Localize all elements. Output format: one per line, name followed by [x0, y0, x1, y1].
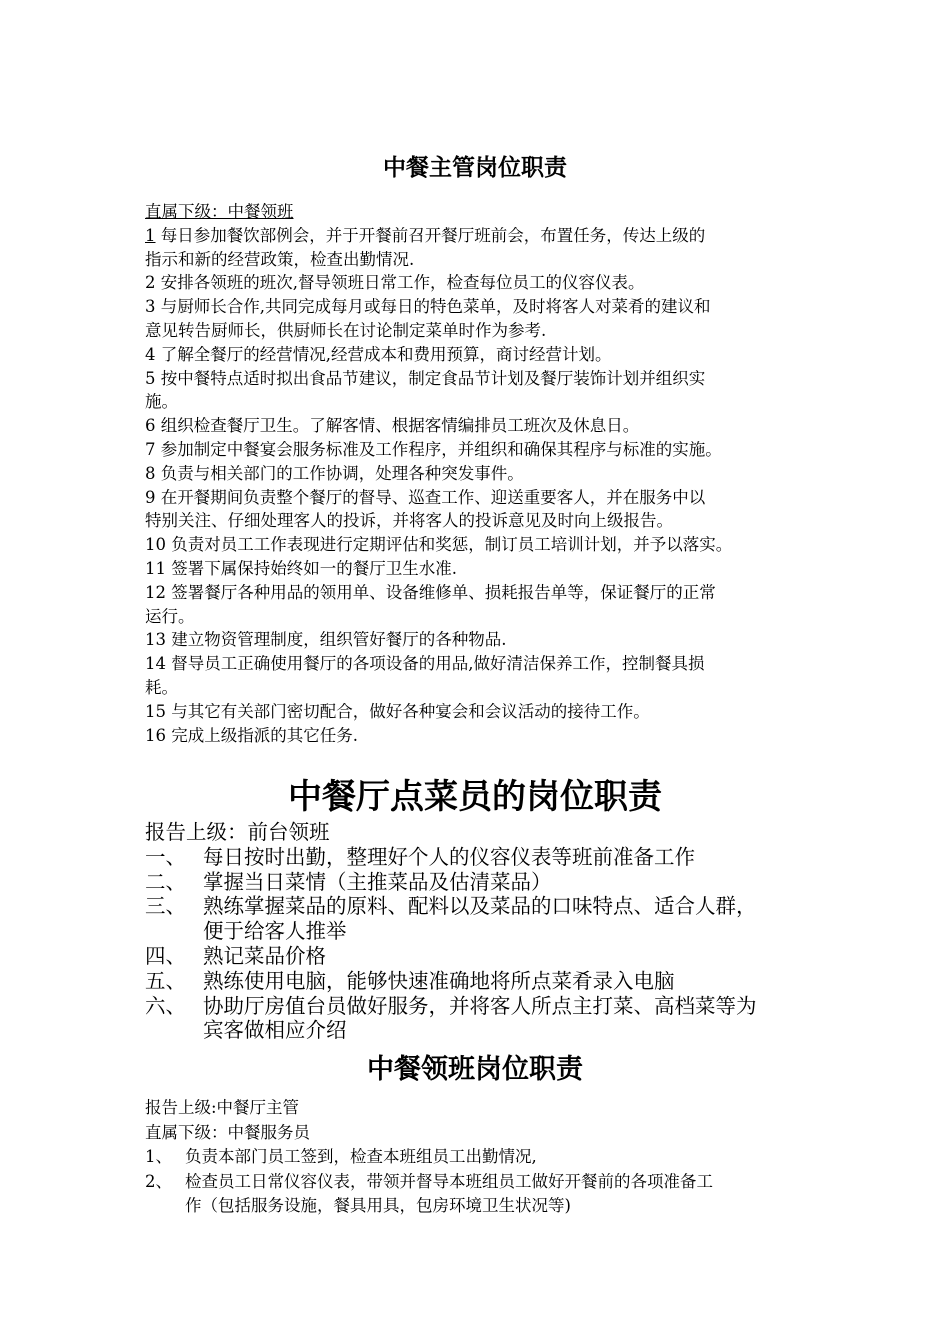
section1-body [145, 200, 825, 747]
section3-body [145, 1096, 825, 1219]
duty-item-number: 2、 [145, 1171, 172, 1191]
duty-item [145, 581, 825, 629]
duty-item [145, 533, 825, 557]
duty-item-text: 9 在开餐期间负责整个餐厅的督导、巡查工作、迎送重要客人，并在服务中以 [145, 487, 706, 507]
duty-item-text: 每日参加餐饮部例会，并于开餐前召开餐厅班前会，布置任务，传达上级的 [155, 225, 706, 245]
duty-item-text: 熟练使用电脑，能够快速准确地将所点菜肴录入电脑 [203, 968, 675, 993]
duty-item-text-continued: 作（包括服务设施，餐具用具，包房环境卫生状况等) [185, 1196, 571, 1215]
section2-body [145, 820, 825, 1043]
duty-item [145, 414, 825, 438]
duty-item-number: 四、 [145, 943, 186, 968]
duty-item-text-continued: 意见转告厨师长，供厨师长在讨论制定菜单时作为参考. [145, 320, 547, 340]
duty-item-number: 五、 [145, 968, 186, 993]
duty-item [145, 1145, 825, 1170]
duty-item-text: 掌握当日菜情（主推菜品及估清菜品） [203, 869, 552, 894]
section1-duty-list [145, 224, 825, 748]
duty-item-number: 一、 [145, 844, 186, 869]
duty-item-text: 13 建立物资管理制度，组织管好餐厅的各种物品. [145, 630, 507, 650]
duty-item-text-continued: 特别关注、仔细处理客人的投诉，并将客人的投诉意见及时向上级报告。 [145, 511, 673, 531]
duty-item [145, 486, 825, 534]
duty-item-text: 4 了解全餐厅的经营情况,经营成本和费用预算，商讨经营计划。 [145, 344, 612, 364]
duty-item-number: 1 [145, 225, 156, 245]
duty-item [145, 295, 825, 343]
duty-item-indent [145, 919, 203, 944]
section3-duty-list [145, 1145, 825, 1219]
duty-item-text: 熟记菜品价格 [203, 943, 326, 968]
duty-item [145, 224, 825, 272]
duty-item-text-continued: 运行。 [145, 606, 195, 626]
section3-report-to: 报告上级:中餐厅主管 [145, 1098, 300, 1117]
duty-item-text: 8 负责与相关部门的工作协调，处理各种突发事件。 [145, 463, 524, 483]
duty-item-indent [145, 1194, 185, 1219]
duty-item-text: 检查员工日常仪容仪表，带领并督导本班组员工做好开餐前的各项准备工 [185, 1171, 713, 1191]
duty-item-text-continued: 便于给客人推举 [203, 919, 347, 944]
duty-item [145, 462, 825, 486]
duty-item-text: 12 签署餐厅各种用品的领用单、设备维修单、损耗报告单等，保证餐厅的正常 [145, 582, 716, 602]
duty-item-text: 10 负责对员工工作表现进行定期评估和奖惩，制订员工培训计划，并予以落实。 [145, 535, 733, 555]
duty-item-text: 负责本部门员工签到，检查本班组员工出勤情况, [185, 1147, 537, 1166]
duty-item-continued [145, 1018, 825, 1043]
duty-item-number: 三、 [145, 894, 186, 919]
section2-report-to: 报告上级：前台领班 [145, 820, 330, 844]
duty-item [145, 271, 825, 295]
duty-item-text-continued: 宾客做相应介绍 [203, 1018, 347, 1043]
section1-subordinate: 直属下级：中餐领班 [145, 202, 294, 221]
duty-item [145, 845, 825, 870]
duty-item [145, 994, 825, 1019]
duty-item-text: 2 安排各领班的班次,督导领班日常工作，检查每位员工的仪容仪表。 [145, 273, 645, 293]
duty-item-indent [145, 1018, 203, 1043]
duty-item-text: 每日按时出勤，整理好个人的仪容仪表等班前准备工作 [203, 844, 695, 869]
duty-item-text: 7 参加制定中餐宴会服务标准及工作程序，并组织和确保其程序与标准的实施。 [145, 439, 722, 459]
duty-item [145, 944, 825, 969]
duty-item-text-continued: 指示和新的经营政策，检查出勤情况. [145, 249, 415, 269]
duty-item [145, 557, 825, 581]
duty-item [145, 343, 825, 367]
duty-item-text: 5 按中餐特点适时拟出食品节建议，制定食品节计划及餐厅装饰计划并组织实 [145, 368, 706, 388]
duty-item-text: 3 与厨师长合作,共同完成每月或每日的特色菜单，及时将客人对菜肴的建议和 [145, 297, 711, 317]
duty-item-text: 6 组织检查餐厅卫生。了解客情、根据客情编排员工班次及休息日。 [145, 416, 640, 436]
section3-title: 中餐领班岗位职责 [367, 1054, 583, 1085]
duty-item-number: 1、 [145, 1147, 172, 1166]
section2-duty-list [145, 845, 825, 1043]
duty-item [145, 628, 825, 652]
duty-item-text-continued: 耗。 [145, 677, 178, 697]
duty-item [145, 700, 825, 724]
duty-item-text: 熟练掌握菜品的原料、配料以及菜品的口味特点、适合人群， [203, 894, 757, 919]
duty-item [145, 1170, 825, 1195]
duty-item [145, 894, 825, 919]
duty-item [145, 438, 825, 462]
duty-item-text: 14 督导员工正确使用餐厅的各项设备的用品,做好清洁保养工作，控制餐具损 [145, 654, 705, 674]
duty-item-text: 协助厅房值台员做好服务，并将客人所点主打菜、高档菜等为 [203, 993, 757, 1018]
duty-item [145, 870, 825, 895]
duty-item-text: 15 与其它有关部门密切配合，做好各种宴会和会议活动的接待工作。 [145, 701, 650, 721]
section2-title: 中餐厅点菜员的岗位职责 [288, 777, 662, 817]
duty-item-text: 16 完成上级指派的其它任务. [145, 725, 358, 745]
duty-item-continued [145, 1194, 825, 1219]
duty-item [145, 724, 825, 748]
section3-subordinate: 直属下级：中餐服务员 [145, 1122, 310, 1142]
duty-item [145, 367, 825, 415]
duty-item-continued [145, 919, 825, 944]
duty-item-number: 二、 [145, 869, 186, 894]
duty-item-number: 六、 [145, 993, 186, 1018]
duty-item [145, 969, 825, 994]
duty-item-text-continued: 施。 [145, 392, 178, 412]
section1-title: 中餐主管岗位职责 [383, 154, 567, 181]
duty-item-text: 11 签署下属保持始终如一的餐厅卫生水准. [145, 558, 457, 578]
duty-item [145, 652, 825, 700]
